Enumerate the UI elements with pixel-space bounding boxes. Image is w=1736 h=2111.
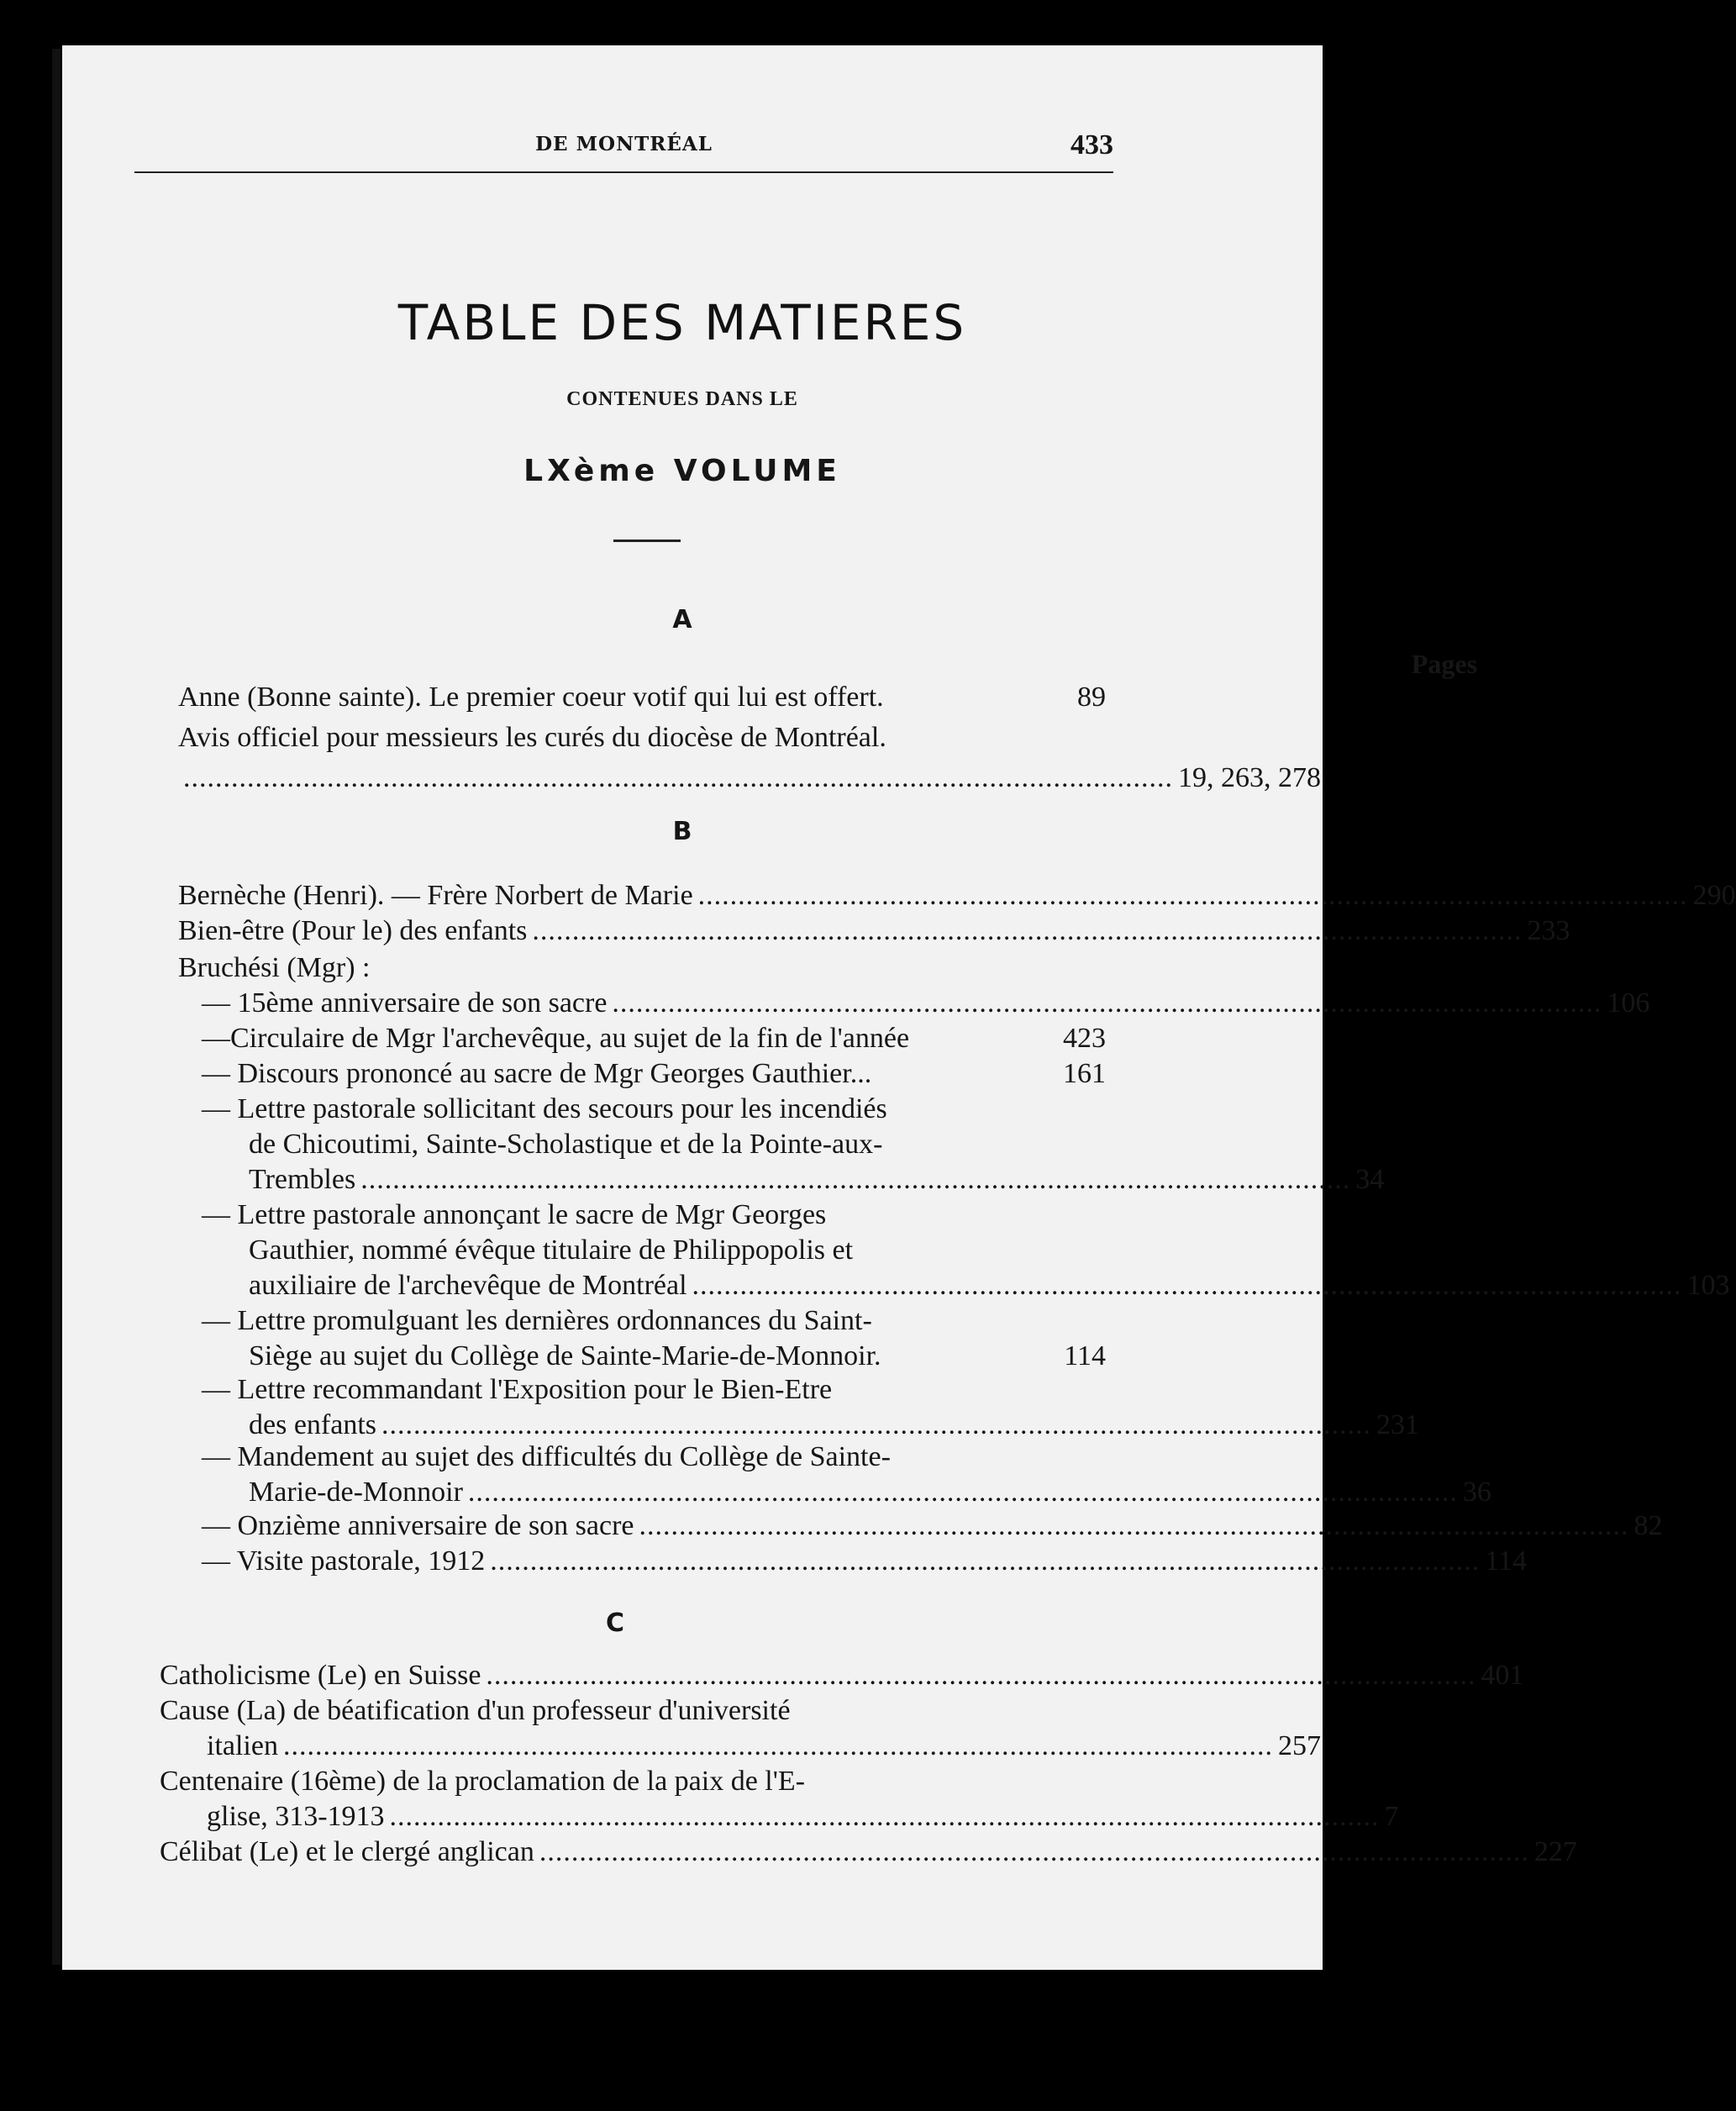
- index-entry: [160, 1836, 1577, 1867]
- index-entry: [202, 987, 1650, 1019]
- entry-text: Gauthier, nommé évêque titulaire de Philippopolis et: [249, 1234, 854, 1266]
- leader-dots: ............................................................................................................................: [486, 1660, 1476, 1691]
- index-entry: [178, 953, 1106, 983]
- entry-text: des enfants: [249, 1409, 377, 1440]
- index-entry: [202, 1510, 1663, 1541]
- volume-title: LXème VOLUME: [523, 454, 841, 488]
- entry-text: Cause (La) de béatification d'un professeur d'université: [160, 1695, 791, 1726]
- entry-pages: 231: [1376, 1409, 1420, 1440]
- index-entry: [202, 1441, 1491, 1508]
- header-rule: [134, 171, 1113, 173]
- entry-pages: 7: [1384, 1801, 1399, 1832]
- entry-pages: 233: [1527, 915, 1570, 946]
- index-entry: [202, 1374, 1420, 1440]
- entry-text: de Chicoutimi, Sainte-Scholastique et de la Pointe-aux-: [249, 1129, 883, 1160]
- entry-pages: 34: [1355, 1164, 1385, 1195]
- entry-pages: 114: [1485, 1545, 1528, 1577]
- page-number: 433: [1071, 129, 1113, 161]
- entry-pages: 89: [1077, 682, 1106, 713]
- index-entry: [178, 682, 1106, 713]
- entry-text: Siège au sujet du Collège de Sainte-Marie-de-Monnoir.: [249, 1340, 881, 1371]
- index-entry: [202, 1545, 1528, 1577]
- entry-pages: 401: [1481, 1660, 1524, 1691]
- leader-dots: ............................................................................................................................: [692, 1270, 1682, 1301]
- index-entry: [160, 1766, 1399, 1832]
- index-entry: [202, 1059, 1106, 1089]
- entry-text: italien: [207, 1730, 278, 1761]
- entry-text: — Lettre promulguant les dernières ordonnances du Saint-: [202, 1305, 872, 1336]
- entry-text: auxiliaire de l'archevêque de Montréal: [249, 1270, 687, 1301]
- leader-dots: ............................................................................................................................: [282, 1730, 1273, 1761]
- index-entry: [202, 1306, 1106, 1371]
- leader-dots: ............................................................................................................................: [697, 880, 1688, 911]
- entry-text: — 15ème anniversaire de son sacre: [202, 987, 608, 1019]
- leader-dots: ............................................................................................................................: [490, 1545, 1481, 1577]
- entry-text: Trembles: [249, 1164, 356, 1195]
- section-letter-c: C: [605, 1608, 625, 1638]
- entry-text: — Lettre pastorale sollicitant des secours pour les incendiés: [202, 1093, 887, 1124]
- entry-text: — Visite pastorale, 1912: [202, 1545, 486, 1577]
- entry-text: — Mandement au sujet des difficultés du Collège de Sainte-: [202, 1441, 891, 1472]
- entry-pages: 227: [1533, 1836, 1577, 1867]
- title-divider: [613, 540, 681, 542]
- entry-text: Catholicisme (Le) en Suisse: [160, 1660, 481, 1691]
- entry-text: —Circulaire de Mgr l'archevêque, au sujet de la fin de l'année: [202, 1023, 910, 1054]
- leader-dots: ............................................................................................................................: [389, 1801, 1380, 1832]
- leader-dots: ............................................................................................................................: [612, 987, 1602, 1019]
- entry-text: glise, 313-1913: [207, 1801, 385, 1832]
- index-entry: [202, 1093, 1385, 1195]
- leader-dots: ............................................................................................................................: [381, 1409, 1372, 1440]
- entry-pages: 423: [1063, 1023, 1106, 1054]
- running-title: DE MONTRÉAL: [535, 133, 713, 155]
- entry-pages: 82: [1633, 1510, 1663, 1541]
- leader-dots: ............................................................................................................................: [360, 1164, 1351, 1195]
- index-entry: [178, 915, 1570, 946]
- index-entry: [202, 1024, 1106, 1054]
- entry-pages: 257: [1277, 1730, 1321, 1761]
- running-head: [134, 124, 1113, 175]
- entry-text: — Lettre recommandant l'Exposition pour le Bien-Etre: [202, 1374, 833, 1405]
- entry-text: — Lettre pastorale annonçant le sacre de Mgr Georges: [202, 1199, 827, 1230]
- leader-dots: ............................................................................................................................: [639, 1510, 1629, 1541]
- entry-text: Avis officiel pour messieurs les curés du diocèse de Montréal.: [178, 722, 886, 753]
- entry-text: Célibat (Le) et le clergé anglican: [160, 1836, 534, 1867]
- leader-dots: ............................................................................................................................: [532, 915, 1523, 946]
- entry-text: Bien-être (Pour le) des enfants: [178, 915, 528, 946]
- entry-text: — Onzième anniversaire de son sacre: [202, 1510, 634, 1541]
- index-entry: [160, 1695, 1321, 1761]
- leader-dots: ............................................................................................................................: [467, 1477, 1458, 1508]
- pages-column-label: Pages: [1411, 649, 1477, 679]
- entry-text: Bruchési (Mgr) :: [178, 952, 371, 983]
- index-entry: [160, 1660, 1524, 1691]
- entry-pages: 290: [1692, 880, 1736, 911]
- entry-pages: 161: [1063, 1058, 1106, 1089]
- subtitle: CONTENUES DANS LE: [566, 388, 798, 410]
- index-entry: [202, 1199, 1730, 1301]
- leader-dots: ............................................................................................................................: [183, 762, 1173, 793]
- entry-pages: 103: [1686, 1270, 1730, 1301]
- index-entry: [178, 880, 1736, 911]
- entry-pages: 19, 263, 278: [1178, 762, 1321, 793]
- page-title: TABLE DES MATIERES: [397, 294, 967, 351]
- section-letter-b: B: [672, 817, 692, 846]
- entry-text: Centenaire (16ème) de la proclamation de la paix de l'E-: [160, 1766, 805, 1797]
- entry-pages: 114: [1064, 1340, 1106, 1371]
- leader-dots: ............................................................................................................................: [539, 1836, 1529, 1867]
- entry-text: Bernèche (Henri). — Frère Norbert de Marie: [178, 880, 693, 911]
- entry-text: Marie-de-Monnoir: [249, 1477, 463, 1508]
- index-entry: [178, 722, 1321, 793]
- entry-pages: 36: [1462, 1477, 1491, 1508]
- section-letter-a: A: [672, 605, 692, 634]
- entry-text: Anne (Bonne sainte). Le premier coeur votif qui lui est offert.: [178, 682, 884, 713]
- entry-text: — Discours prononcé au sacre de Mgr Georges Gauthier...: [202, 1058, 872, 1089]
- entry-pages: 106: [1607, 987, 1650, 1019]
